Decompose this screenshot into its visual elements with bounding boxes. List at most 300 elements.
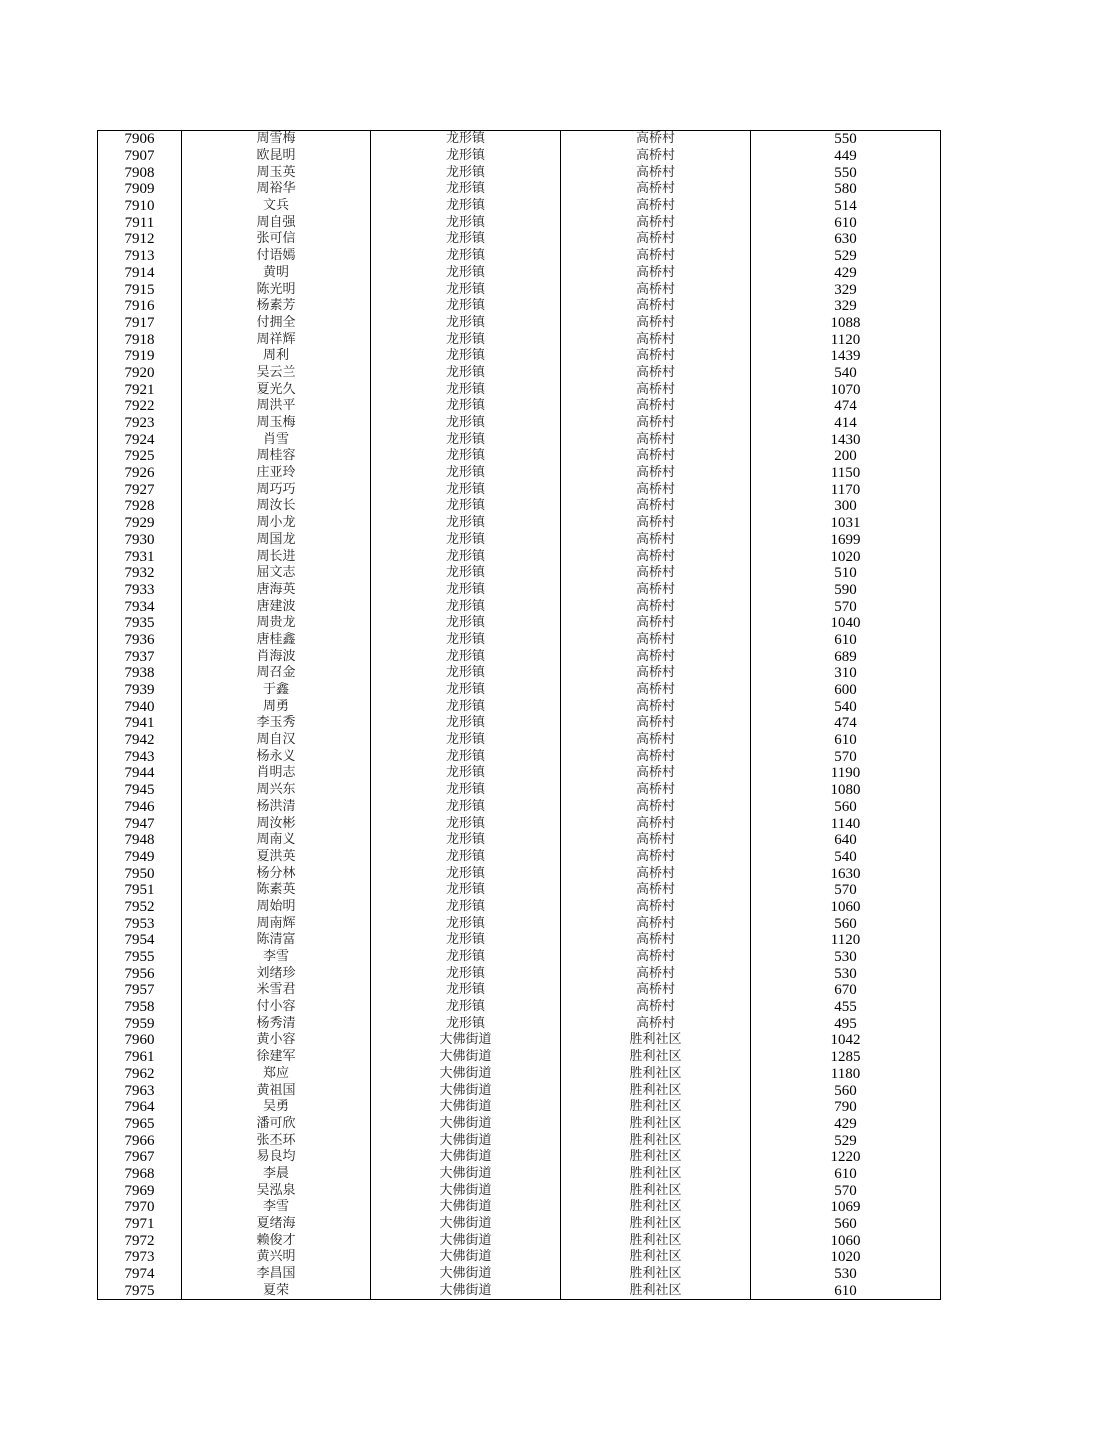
table-row (98, 849, 941, 866)
cell-serial-number: 7945 (98, 782, 182, 799)
table-row (98, 1032, 941, 1049)
cell-amount: 529 (751, 248, 941, 265)
data-table (97, 130, 941, 1300)
cell-serial-number: 7920 (98, 365, 182, 382)
table-row (98, 265, 941, 282)
cell-serial-number: 7934 (98, 598, 182, 615)
cell-name: 郑应 (182, 1066, 371, 1083)
cell-village: 高桥村 (561, 748, 751, 765)
cell-amount: 610 (751, 632, 941, 649)
cell-serial-number: 7924 (98, 431, 182, 448)
cell-serial-number: 7960 (98, 1032, 182, 1049)
cell-amount: 1180 (751, 1066, 941, 1083)
cell-serial-number: 7940 (98, 698, 182, 715)
cell-town: 龙形镇 (371, 281, 561, 298)
cell-amount: 1285 (751, 1049, 941, 1066)
cell-serial-number: 7970 (98, 1199, 182, 1216)
cell-name: 杨分林 (182, 865, 371, 882)
cell-name: 潘可欣 (182, 1116, 371, 1133)
cell-village: 胜利社区 (561, 1216, 751, 1233)
cell-amount: 1080 (751, 782, 941, 799)
table-row (98, 598, 941, 615)
table-row (98, 1132, 941, 1149)
table-row (98, 865, 941, 882)
table-row (98, 448, 941, 465)
cell-name: 张丕环 (182, 1132, 371, 1149)
cell-name: 李玉秀 (182, 715, 371, 732)
cell-name: 付语嫣 (182, 248, 371, 265)
table-row (98, 164, 941, 181)
cell-name: 屈文志 (182, 565, 371, 582)
cell-name: 周雪梅 (182, 131, 371, 148)
table-row (98, 915, 941, 932)
table-row (98, 465, 941, 482)
cell-town: 大佛街道 (371, 1266, 561, 1283)
cell-village: 胜利社区 (561, 1066, 751, 1083)
cell-amount: 1170 (751, 481, 941, 498)
cell-town: 龙形镇 (371, 398, 561, 415)
cell-amount: 610 (751, 1282, 941, 1299)
table-row (98, 1182, 941, 1199)
cell-serial-number: 7939 (98, 682, 182, 699)
cell-serial-number: 7922 (98, 398, 182, 415)
cell-name: 吴云兰 (182, 365, 371, 382)
cell-name: 周国龙 (182, 532, 371, 549)
cell-town: 大佛街道 (371, 1049, 561, 1066)
cell-name: 付小容 (182, 999, 371, 1016)
cell-village: 胜利社区 (561, 1116, 751, 1133)
cell-amount: 1020 (751, 1249, 941, 1266)
table-row (98, 398, 941, 415)
cell-village: 胜利社区 (561, 1199, 751, 1216)
table-row (98, 331, 941, 348)
cell-name: 李昌国 (182, 1266, 371, 1283)
cell-serial-number: 7953 (98, 915, 182, 932)
table-row (98, 381, 941, 398)
cell-name: 黄兴明 (182, 1249, 371, 1266)
cell-amount: 310 (751, 665, 941, 682)
cell-name: 文兵 (182, 198, 371, 215)
cell-serial-number: 7956 (98, 965, 182, 982)
cell-town: 龙形镇 (371, 732, 561, 749)
cell-amount: 600 (751, 682, 941, 699)
cell-name: 周贵龙 (182, 615, 371, 632)
cell-name: 唐桂鑫 (182, 632, 371, 649)
cell-town: 大佛街道 (371, 1232, 561, 1249)
table-row (98, 498, 941, 515)
cell-serial-number: 7954 (98, 932, 182, 949)
cell-village: 高桥村 (561, 782, 751, 799)
table-row (98, 932, 941, 949)
cell-serial-number: 7968 (98, 1166, 182, 1183)
cell-serial-number: 7962 (98, 1066, 182, 1083)
cell-town: 龙形镇 (371, 298, 561, 315)
cell-amount: 429 (751, 265, 941, 282)
cell-town: 龙形镇 (371, 715, 561, 732)
table-row (98, 1266, 941, 1283)
cell-amount: 449 (751, 148, 941, 165)
cell-town: 龙形镇 (371, 164, 561, 181)
cell-village: 高桥村 (561, 732, 751, 749)
cell-serial-number: 7972 (98, 1232, 182, 1249)
cell-village: 高桥村 (561, 381, 751, 398)
cell-town: 龙形镇 (371, 999, 561, 1016)
cell-amount: 1088 (751, 315, 941, 332)
cell-village: 高桥村 (561, 648, 751, 665)
cell-serial-number: 7921 (98, 381, 182, 398)
cell-name: 杨秀清 (182, 1015, 371, 1032)
cell-town: 龙形镇 (371, 565, 561, 582)
cell-serial-number: 7974 (98, 1266, 182, 1283)
cell-name: 周裕华 (182, 181, 371, 198)
cell-amount: 1060 (751, 899, 941, 916)
cell-village: 高桥村 (561, 799, 751, 816)
cell-name: 付拥全 (182, 315, 371, 332)
cell-town: 龙形镇 (371, 315, 561, 332)
cell-amount: 570 (751, 598, 941, 615)
cell-town: 大佛街道 (371, 1166, 561, 1183)
cell-town: 大佛街道 (371, 1282, 561, 1299)
cell-town: 龙形镇 (371, 214, 561, 231)
table-row (98, 481, 941, 498)
cell-village: 高桥村 (561, 999, 751, 1016)
cell-serial-number: 7967 (98, 1149, 182, 1166)
cell-serial-number: 7955 (98, 949, 182, 966)
cell-village: 高桥村 (561, 348, 751, 365)
cell-town: 大佛街道 (371, 1249, 561, 1266)
cell-town: 龙形镇 (371, 615, 561, 632)
table-row (98, 214, 941, 231)
table-row (98, 715, 941, 732)
cell-village: 高桥村 (561, 1015, 751, 1032)
table-row (98, 1216, 941, 1233)
cell-serial-number: 7909 (98, 181, 182, 198)
cell-village: 胜利社区 (561, 1282, 751, 1299)
cell-serial-number: 7969 (98, 1182, 182, 1199)
cell-serial-number: 7913 (98, 248, 182, 265)
cell-serial-number: 7918 (98, 331, 182, 348)
cell-village: 高桥村 (561, 682, 751, 699)
cell-town: 大佛街道 (371, 1199, 561, 1216)
cell-town: 龙形镇 (371, 648, 561, 665)
cell-name: 赖俊才 (182, 1232, 371, 1249)
cell-town: 龙形镇 (371, 415, 561, 432)
cell-amount: 1120 (751, 331, 941, 348)
cell-amount: 1220 (751, 1149, 941, 1166)
cell-village: 高桥村 (561, 181, 751, 198)
cell-village: 高桥村 (561, 281, 751, 298)
cell-village: 胜利社区 (561, 1232, 751, 1249)
table-row (98, 298, 941, 315)
cell-serial-number: 7917 (98, 315, 182, 332)
cell-town: 龙形镇 (371, 548, 561, 565)
cell-amount: 474 (751, 398, 941, 415)
cell-amount: 530 (751, 965, 941, 982)
cell-village: 高桥村 (561, 515, 751, 532)
cell-village: 高桥村 (561, 582, 751, 599)
cell-amount: 570 (751, 748, 941, 765)
table-row (98, 365, 941, 382)
cell-name: 周召金 (182, 665, 371, 682)
cell-village: 高桥村 (561, 298, 751, 315)
cell-name: 周利 (182, 348, 371, 365)
cell-serial-number: 7973 (98, 1249, 182, 1266)
cell-serial-number: 7927 (98, 481, 182, 498)
cell-serial-number: 7971 (98, 1216, 182, 1233)
cell-town: 龙形镇 (371, 832, 561, 849)
cell-name: 周南辉 (182, 915, 371, 932)
cell-serial-number: 7930 (98, 532, 182, 549)
cell-serial-number: 7947 (98, 815, 182, 832)
cell-town: 龙形镇 (371, 799, 561, 816)
cell-name: 周洪平 (182, 398, 371, 415)
cell-amount: 540 (751, 365, 941, 382)
cell-village: 高桥村 (561, 715, 751, 732)
cell-name: 肖雪 (182, 431, 371, 448)
cell-village: 高桥村 (561, 265, 751, 282)
cell-village: 高桥村 (561, 932, 751, 949)
cell-name: 杨素芳 (182, 298, 371, 315)
table-row (98, 348, 941, 365)
cell-name: 李晨 (182, 1166, 371, 1183)
cell-serial-number: 7928 (98, 498, 182, 515)
cell-amount: 560 (751, 799, 941, 816)
cell-serial-number: 7911 (98, 214, 182, 231)
cell-amount: 640 (751, 832, 941, 849)
cell-amount: 610 (751, 1166, 941, 1183)
cell-village: 胜利社区 (561, 1249, 751, 1266)
cell-town: 大佛街道 (371, 1182, 561, 1199)
cell-serial-number: 7914 (98, 265, 182, 282)
cell-village: 高桥村 (561, 498, 751, 515)
table-row (98, 682, 941, 699)
table-row (98, 565, 941, 582)
cell-village: 高桥村 (561, 164, 751, 181)
table-row (98, 582, 941, 599)
cell-serial-number: 7958 (98, 999, 182, 1016)
cell-name: 陈清富 (182, 932, 371, 949)
cell-town: 龙形镇 (371, 181, 561, 198)
table-row (98, 131, 941, 148)
table-row (98, 1282, 941, 1299)
cell-amount: 570 (751, 882, 941, 899)
cell-amount: 495 (751, 1015, 941, 1032)
cell-town: 龙形镇 (371, 899, 561, 916)
cell-amount: 1020 (751, 548, 941, 565)
cell-town: 龙形镇 (371, 481, 561, 498)
table-row (98, 899, 941, 916)
cell-name: 周南义 (182, 832, 371, 849)
cell-serial-number: 7966 (98, 1132, 182, 1149)
cell-name: 米雪君 (182, 982, 371, 999)
cell-village: 高桥村 (561, 882, 751, 899)
table-row (98, 1066, 941, 1083)
cell-name: 唐建波 (182, 598, 371, 615)
cell-town: 大佛街道 (371, 1099, 561, 1116)
cell-amount: 514 (751, 198, 941, 215)
cell-serial-number: 7937 (98, 648, 182, 665)
cell-village: 高桥村 (561, 315, 751, 332)
cell-amount: 1430 (751, 431, 941, 448)
cell-town: 龙形镇 (371, 131, 561, 148)
table-row (98, 748, 941, 765)
cell-serial-number: 7933 (98, 582, 182, 599)
table-row (98, 198, 941, 215)
table-row (98, 1099, 941, 1116)
cell-amount: 560 (751, 915, 941, 932)
cell-amount: 1070 (751, 381, 941, 398)
cell-name: 黄祖国 (182, 1082, 371, 1099)
cell-amount: 1031 (751, 515, 941, 532)
cell-amount: 530 (751, 949, 941, 966)
table-row (98, 548, 941, 565)
cell-name: 庄亚玲 (182, 465, 371, 482)
table-row (98, 665, 941, 682)
cell-amount: 1190 (751, 765, 941, 782)
cell-name: 易良均 (182, 1149, 371, 1166)
cell-town: 龙形镇 (371, 982, 561, 999)
cell-town: 龙形镇 (371, 331, 561, 348)
cell-serial-number: 7946 (98, 799, 182, 816)
cell-village: 高桥村 (561, 398, 751, 415)
cell-amount: 455 (751, 999, 941, 1016)
cell-town: 龙形镇 (371, 498, 561, 515)
cell-town: 大佛街道 (371, 1116, 561, 1133)
table-row (98, 982, 941, 999)
cell-name: 周玉梅 (182, 415, 371, 432)
table-row (98, 532, 941, 549)
cell-village: 高桥村 (561, 481, 751, 498)
cell-amount: 1060 (751, 1232, 941, 1249)
cell-name: 周汝长 (182, 498, 371, 515)
cell-amount: 414 (751, 415, 941, 432)
table-row (98, 1166, 941, 1183)
cell-name: 黄小容 (182, 1032, 371, 1049)
cell-name: 夏光久 (182, 381, 371, 398)
cell-amount: 1150 (751, 465, 941, 482)
cell-serial-number: 7957 (98, 982, 182, 999)
table-row (98, 799, 941, 816)
cell-name: 吴勇 (182, 1099, 371, 1116)
cell-amount: 200 (751, 448, 941, 465)
cell-amount: 610 (751, 732, 941, 749)
table-row (98, 1232, 941, 1249)
cell-name: 杨永义 (182, 748, 371, 765)
cell-town: 大佛街道 (371, 1132, 561, 1149)
cell-town: 龙形镇 (371, 348, 561, 365)
table-row (98, 965, 941, 982)
table-row (98, 315, 941, 332)
table-row (98, 181, 941, 198)
cell-village: 高桥村 (561, 214, 751, 231)
table-body (98, 131, 941, 1300)
cell-village: 高桥村 (561, 632, 751, 649)
cell-amount: 560 (751, 1082, 941, 1099)
cell-name: 周自强 (182, 214, 371, 231)
cell-village: 高桥村 (561, 231, 751, 248)
cell-name: 杨洪清 (182, 799, 371, 816)
table-row (98, 632, 941, 649)
cell-name: 张可信 (182, 231, 371, 248)
cell-town: 龙形镇 (371, 932, 561, 949)
cell-village: 胜利社区 (561, 1049, 751, 1066)
cell-amount: 1140 (751, 815, 941, 832)
table-row (98, 1015, 941, 1032)
cell-serial-number: 7943 (98, 748, 182, 765)
cell-name: 夏荣 (182, 1282, 371, 1299)
cell-name: 周小龙 (182, 515, 371, 532)
table-row (98, 1199, 941, 1216)
cell-amount: 329 (751, 281, 941, 298)
cell-serial-number: 7941 (98, 715, 182, 732)
cell-village: 高桥村 (561, 365, 751, 382)
cell-name: 周巧巧 (182, 481, 371, 498)
cell-town: 龙形镇 (371, 515, 561, 532)
cell-serial-number: 7923 (98, 415, 182, 432)
cell-serial-number: 7926 (98, 465, 182, 482)
cell-amount: 790 (751, 1099, 941, 1116)
cell-serial-number: 7942 (98, 732, 182, 749)
cell-town: 龙形镇 (371, 815, 561, 832)
table-row (98, 148, 941, 165)
cell-amount: 540 (751, 698, 941, 715)
cell-village: 高桥村 (561, 815, 751, 832)
cell-town: 龙形镇 (371, 148, 561, 165)
table-row (98, 431, 941, 448)
table-row (98, 615, 941, 632)
cell-serial-number: 7965 (98, 1116, 182, 1133)
cell-village: 高桥村 (561, 665, 751, 682)
cell-serial-number: 7959 (98, 1015, 182, 1032)
cell-village: 高桥村 (561, 949, 751, 966)
table-row (98, 782, 941, 799)
cell-serial-number: 7938 (98, 665, 182, 682)
cell-village: 胜利社区 (561, 1082, 751, 1099)
cell-town: 龙形镇 (371, 598, 561, 615)
table-row (98, 248, 941, 265)
cell-name: 周祥辉 (182, 331, 371, 348)
cell-village: 高桥村 (561, 615, 751, 632)
cell-village: 高桥村 (561, 565, 751, 582)
cell-town: 龙形镇 (371, 865, 561, 882)
table-row (98, 949, 941, 966)
cell-village: 高桥村 (561, 131, 751, 148)
cell-name: 李雪 (182, 1199, 371, 1216)
cell-amount: 300 (751, 498, 941, 515)
cell-name: 周玉英 (182, 164, 371, 181)
cell-town: 龙形镇 (371, 365, 561, 382)
cell-town: 龙形镇 (371, 431, 561, 448)
cell-village: 高桥村 (561, 698, 751, 715)
cell-town: 龙形镇 (371, 381, 561, 398)
cell-serial-number: 7910 (98, 198, 182, 215)
cell-village: 胜利社区 (561, 1149, 751, 1166)
cell-serial-number: 7931 (98, 548, 182, 565)
cell-village: 高桥村 (561, 832, 751, 849)
cell-name: 周汝彬 (182, 815, 371, 832)
cell-name: 周长进 (182, 548, 371, 565)
cell-amount: 530 (751, 1266, 941, 1283)
cell-town: 龙形镇 (371, 465, 561, 482)
cell-amount: 1439 (751, 348, 941, 365)
cell-town: 龙形镇 (371, 198, 561, 215)
cell-serial-number: 7935 (98, 615, 182, 632)
cell-town: 大佛街道 (371, 1032, 561, 1049)
cell-town: 大佛街道 (371, 1149, 561, 1166)
cell-name: 夏绪海 (182, 1216, 371, 1233)
cell-amount: 329 (751, 298, 941, 315)
table-row (98, 999, 941, 1016)
